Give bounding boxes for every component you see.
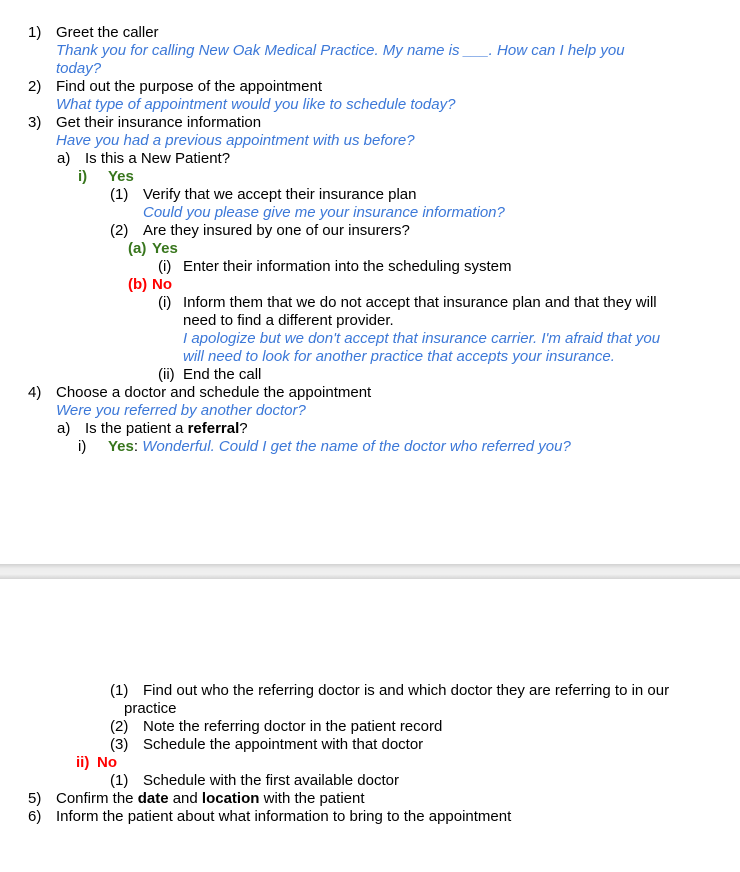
list-item-text: Is this a New Patient? [85,150,231,167]
list-marker: a) [57,420,71,437]
list-item-text: Schedule with the first available doctor [143,772,399,789]
list-item-text: Yes [152,240,178,257]
list-item-enter-info [0,258,740,276]
script-text: I apologize but we don't accept that insurance carrier. I'm afraid that you [183,330,661,347]
list-item-inform-what-to-bring [0,808,740,826]
list-marker: 2) [28,78,42,95]
script-text: Could you please give me your insurance information? [143,204,505,221]
list-item-text: Choose a doctor and schedule the appointment [56,384,372,401]
list-item-text: Find out the purpose of the appointment [56,78,323,95]
list-item-first-available [0,772,740,790]
list-item-text: Greet the caller [56,24,159,41]
list-item-find-purpose [0,78,740,96]
list-item-note-referring-doctor [0,718,740,736]
script-line [0,204,740,222]
script-text: will need to look for another practice that accepts your insurance. [183,348,615,365]
script-line [0,330,740,348]
script-text: Thank you for calling New Oak Medical Practice. My name is ___. How can I help you [56,42,625,59]
list-item-text-bold: referral [187,420,240,437]
list-item-insured-no [0,276,740,294]
list-item-verify-insurance [0,186,740,204]
list-item-text: Inform the patient about what information to bring to the appointment [56,808,512,825]
list-item-text: Yes [108,168,134,185]
list-item-text: need to find a different provider. [183,312,394,329]
list-marker: 3) [28,114,42,131]
list-item-insured-question [0,222,740,240]
list-marker: ii) [76,754,90,771]
list-item-text: Inform them that we do not accept that insurance plan and that they will [183,294,657,311]
list-marker: (ii) [158,366,175,383]
script-line [0,402,740,420]
list-item-new-patient-question [0,150,740,168]
list-item-choose-doctor [0,384,740,402]
list-marker: (1) [110,772,129,789]
script-line [0,132,740,150]
script-line [0,348,740,366]
list-marker: i) [78,438,87,455]
list-item-schedule-with-doctor [0,736,740,754]
list-marker: i) [78,168,88,185]
list-item-referral-yes [0,438,740,456]
script-line [0,60,740,78]
list-item-text: : [133,438,139,455]
page-break [0,564,740,579]
list-item-text: No [152,276,172,293]
script-text: Wonderful. Could I get the name of the doctor who referred you? [138,438,571,455]
list-marker: (i) [158,258,172,275]
document-page-2 [0,579,740,872]
list-item-text-wrap [0,700,740,718]
list-item-text-bold: date [137,790,169,807]
list-marker: (1) [110,682,129,699]
list-marker: (a) [128,240,147,257]
list-item-text: Find out who the referring doctor is and which doctor they are referring to in our [143,682,670,699]
list-marker: 1) [28,24,42,41]
list-marker: 6) [28,808,42,825]
list-marker: a) [57,150,71,167]
script-text: Have you had a previous appointment with us before? [56,132,415,149]
list-item-text: Note the referring doctor in the patient record [143,718,443,735]
list-item-text: and [168,790,202,807]
list-item-text: No [97,754,117,771]
script-line [0,42,740,60]
list-item-text: End the call [183,366,262,383]
list-item-text: Are they insured by one of our insurers? [143,222,410,239]
list-item-text: Get their insurance information [56,114,262,131]
list-marker: (3) [110,736,129,753]
list-item-referral-no [0,754,740,772]
list-item-text-wrap [0,312,740,330]
list-item-text: Is the patient a [85,420,188,437]
list-item-text: with the patient [259,790,365,807]
list-item-text: ? [239,420,248,437]
list-item-text: Verify that we accept their insurance plan [143,186,417,203]
list-item-text: practice [124,700,177,717]
script-text: Were you referred by another doctor? [56,402,306,419]
list-marker: (i) [158,294,172,311]
list-marker: (2) [110,718,129,735]
list-marker: (b) [128,276,148,293]
script-text: What type of appointment would you like to schedule today? [56,96,456,113]
list-item-text-yes: Yes [108,438,134,455]
list-marker: (2) [110,222,129,239]
list-item-inform-no-accept [0,294,740,312]
list-item-greet-caller [0,24,740,42]
list-item-confirm-date-location [0,790,740,808]
list-item-end-call [0,366,740,384]
list-item-text: Schedule the appointment with that doctor [143,736,424,753]
list-marker: 5) [28,790,42,807]
list-item-yes-branch [0,168,740,186]
list-marker: 4) [28,384,42,401]
list-item-insured-yes [0,240,740,258]
list-item-text: Enter their information into the scheduling system [183,258,512,275]
list-item-text: Confirm the [56,790,138,807]
list-item-referral-question [0,420,740,438]
list-item-insurance-info [0,114,740,132]
list-item-find-referring-doctor [0,682,740,700]
list-marker: (1) [110,186,129,203]
script-text: today? [56,60,102,77]
list-item-text-bold: location [201,790,260,807]
script-line [0,96,740,114]
